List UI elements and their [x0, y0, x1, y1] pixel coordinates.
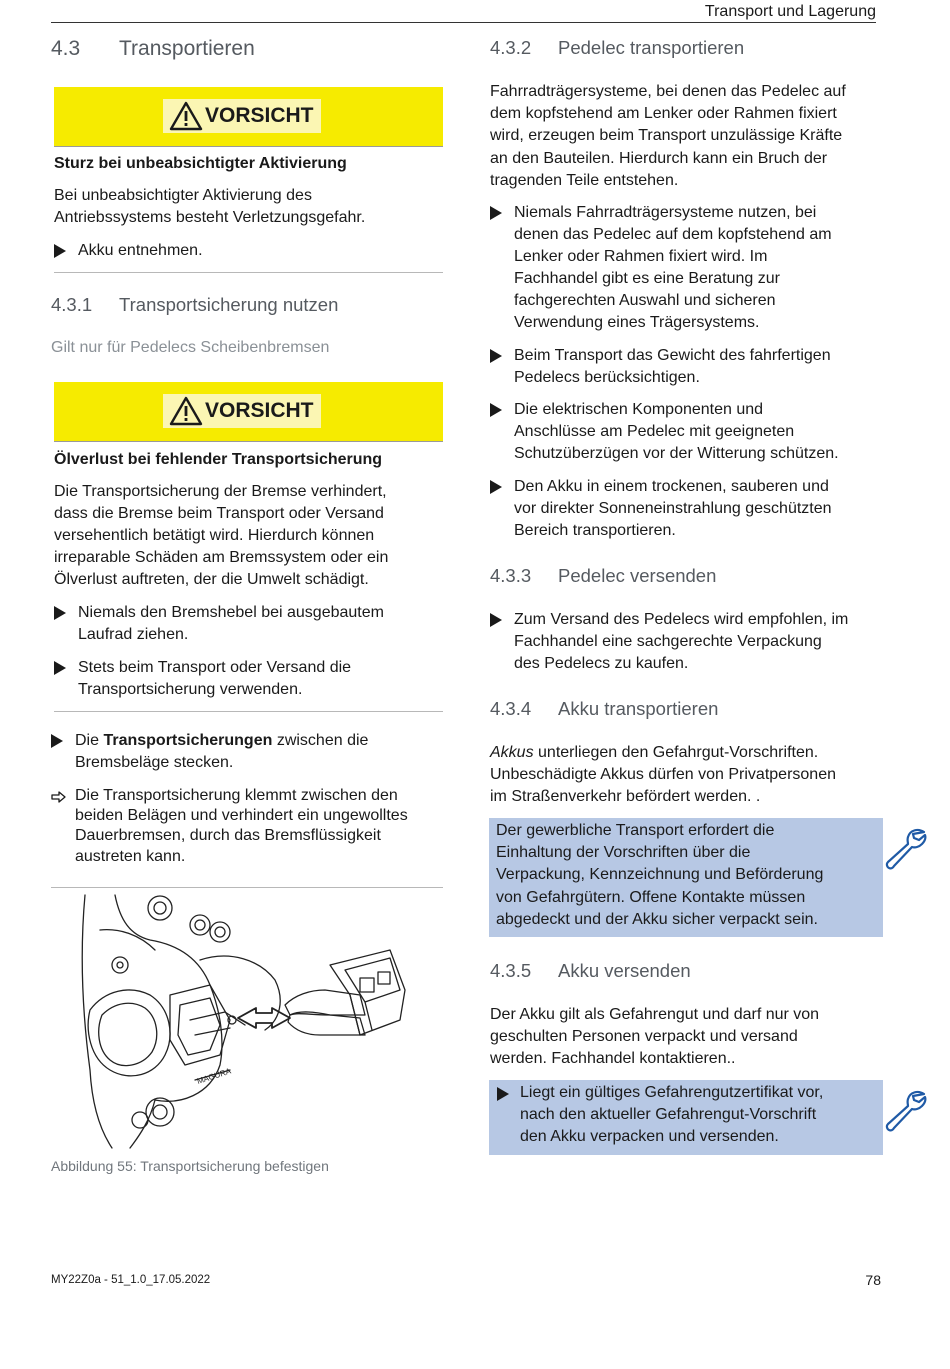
action-text: Stets beim Transport oder Versand die	[78, 659, 352, 676]
document-id: MY22Z0a - 51_1.0_17.05.2022	[51, 1274, 211, 1286]
figure-caption: Abbildung 55: Transportsicherung befestigen	[51, 1158, 329, 1174]
action-arrow-icon	[54, 606, 66, 620]
action-arrow-icon	[497, 1087, 509, 1101]
action-item	[490, 202, 910, 336]
warning-text-line: versehentlich betätigt wird. Hierdurch können	[54, 527, 375, 544]
action-item	[54, 657, 443, 701]
info-line: Verpackung, Kennzeichnung und Beförderung	[496, 866, 824, 884]
wrench-icon	[884, 826, 928, 870]
warning-label: VORSICHT	[205, 399, 314, 422]
action-item	[490, 345, 910, 389]
paragraph-line: tragenden Teile entstehen.	[490, 171, 679, 189]
action-text: Fachhandel eine sachgerechte Verpackung	[514, 633, 822, 650]
info-line: nach den aktueller Gefahrengut-Vorschrift	[520, 1106, 817, 1124]
instruction-step	[51, 730, 443, 774]
action-text: Lenker oder Rahmen fixiert wird. Im	[514, 248, 768, 265]
divider	[54, 711, 443, 712]
action-text: des Pedelecs zu kaufen.	[514, 655, 689, 672]
section-title: Transportieren	[119, 37, 255, 60]
warning-badge	[163, 394, 321, 428]
warning-text-line: irreparable Schäden am Bremssystem oder ein	[54, 549, 389, 566]
paragraph-line: werden. Fachhandel kontaktieren..	[490, 1050, 736, 1068]
warning-text-line: Die Transportsicherung der Bremse verhindert,	[54, 483, 387, 500]
action-arrow-icon	[54, 661, 66, 675]
warning-text-line: Bei unbeabsichtigter Aktivierung des	[54, 187, 312, 204]
action-arrow-icon	[490, 613, 502, 627]
action-text: Beim Transport das Gewicht des fahrfertigen	[514, 347, 831, 364]
subsection-number: 4.3.1	[51, 294, 93, 315]
step-text: Die Transportsicherungen zwischen die	[75, 732, 369, 749]
action-text: Pedelecs berücksichtigen.	[514, 369, 700, 386]
akku-paragraph: Akkus unterliegen den Gefahrgut-Vorschriften. Unbeschädigte Akkus dürfen von Privatpersonen im Straßenverkehr befördert werden. .	[490, 742, 910, 809]
action-text: Schutzüberzügen vor der Witterung schützen.	[514, 445, 839, 462]
action-text: Bereich transportieren.	[514, 522, 676, 539]
warning-heading: Ölverlust bei fehlender Transportsicherung	[54, 451, 383, 468]
action-text: Verwendung eines Trägersystems.	[514, 314, 760, 331]
subsection-heading	[490, 698, 718, 720]
subsection-title: Pedelec transportieren	[558, 37, 745, 58]
action-item	[490, 476, 910, 542]
subsection-title: Transportsicherung nutzen	[119, 294, 339, 315]
info-line: Der gewerbliche Transport erfordert die	[496, 822, 775, 839]
step-arrow-icon	[51, 734, 63, 748]
action-item	[54, 602, 443, 646]
action-text: Niemals Fahrradträgersysteme nutzen, bei	[514, 204, 817, 221]
subsection-heading	[490, 960, 691, 982]
warning-banner	[54, 87, 443, 147]
result-arrow-icon	[51, 791, 67, 803]
divider	[54, 272, 443, 273]
info-line: von Gefahrgütern. Offene Kontakte müssen	[496, 888, 806, 906]
warning-triangle-icon	[169, 101, 203, 131]
paragraph-line: Unbeschädigte Akkus dürfen von Privatpersonen	[490, 766, 836, 784]
action-item	[490, 399, 910, 465]
info-line: den Akku verpacken und versenden.	[520, 1128, 779, 1146]
action-arrow-icon	[54, 244, 66, 258]
info-line: Liegt ein gültiges Gefahrengutzertifikat vor,	[520, 1084, 824, 1101]
info-box	[489, 818, 883, 937]
subsection-heading	[51, 294, 338, 316]
info-box	[489, 1080, 883, 1155]
result-item	[51, 785, 443, 873]
action-arrow-icon	[490, 403, 502, 417]
result-text: Die Transportsicherung klemmt zwischen den	[75, 787, 398, 804]
info-line: Einhaltung der Vorschriften über die	[496, 844, 751, 862]
action-text: Zum Versand des Pedelecs wird empfohlen, im	[514, 611, 849, 628]
subsection-number: 4.3.5	[490, 960, 532, 981]
warning-text-line: dass die Bremse beim Transport oder Versand	[54, 505, 384, 522]
subsection-title: Akku versenden	[558, 960, 691, 981]
action-arrow-icon	[490, 480, 502, 494]
subsection-title: Akku transportieren	[558, 698, 719, 719]
warning-banner	[54, 382, 443, 442]
wrench-icon	[884, 1088, 928, 1132]
warning-text-line: Antriebssystems besteht Verletzungsgefahr.	[54, 209, 366, 226]
warning-label: VORSICHT	[205, 104, 314, 127]
action-item	[54, 240, 434, 262]
page-number: 78	[865, 1272, 881, 1288]
paragraph-line: Der Akku gilt als Gefahrengut und darf nur von	[490, 1006, 820, 1023]
subsection-heading	[490, 565, 716, 587]
subsection-number: 4.3.4	[490, 698, 532, 719]
warning-text-line: Ölverlust auftreten, der die Umwelt schädigt.	[54, 571, 369, 588]
action-text: Den Akku in einem trockenen, sauberen und	[514, 478, 829, 495]
send-paragraph	[490, 1004, 910, 1071]
section-number: 4.3	[51, 37, 81, 60]
subsection-title: Pedelec versenden	[558, 565, 717, 586]
action-text: vor direkter Sonneneinstrahlung geschützten	[514, 500, 832, 517]
action-text: Fachhandel gibt es eine Beratung zur	[514, 270, 780, 287]
action-text: Anschlüsse am Pedelec mit geeigneten	[514, 423, 795, 440]
subsection-number: 4.3.2	[490, 37, 532, 58]
header-rule	[51, 22, 876, 23]
action-text: Akku entnehmen.	[78, 242, 203, 259]
brake-caliper-illustration	[60, 890, 450, 1152]
paragraph-line: wird, erzeugen beim Transport unzulässige Kräfte	[490, 127, 843, 145]
action-text: Laufrad ziehen.	[78, 626, 189, 643]
paragraph-line: Fahrradträgersysteme, bei denen das Pedelec auf	[490, 83, 846, 100]
running-header: Transport und Lagerung	[704, 3, 876, 20]
action-arrow-icon	[490, 206, 502, 220]
figure-stamp-text: MAGURA	[195, 1066, 233, 1086]
result-text: beiden Belägen und verhindert ein ungewolltes	[75, 807, 408, 824]
warning-heading: Sturz bei unbeabsichtigter Aktivierung	[54, 155, 347, 172]
action-arrow-icon	[490, 349, 502, 363]
paragraph-line: dem kopfstehend am Lenker oder Rahmen fixiert	[490, 105, 837, 123]
akku-term: Akkus	[490, 744, 534, 761]
action-text: denen das Pedelec auf dem kopfstehend am	[514, 226, 832, 243]
result-text: Dauerbremsen, durch das Bremsflüssigkeit	[75, 827, 381, 844]
subsection-number: 4.3.3	[490, 565, 532, 586]
section-heading	[51, 37, 255, 61]
action-text: Transportsicherung verwenden.	[78, 681, 303, 698]
subsection-heading	[490, 37, 744, 59]
paragraph-line: im Straßenverkehr befördert werden. .	[490, 788, 761, 806]
intro-paragraph	[490, 81, 910, 192]
warning-badge	[163, 99, 321, 133]
action-item	[490, 609, 910, 675]
info-line: abgedeckt und der Akku sicher verpackt sein.	[496, 910, 818, 928]
result-text: austreten kann.	[75, 848, 186, 865]
paragraph-line: geschulten Personen verpackt und versand	[490, 1028, 798, 1046]
applicability-note: Gilt nur für Pedelecs Scheibenbremsen	[51, 339, 330, 356]
step-text: Bremsbeläge stecken.	[75, 754, 234, 771]
action-text: Niemals den Bremshebel bei ausgebautem	[78, 604, 384, 621]
action-text: Die elektrischen Komponenten und	[514, 401, 764, 418]
action-text: fachgerechten Auswahl und sicheren	[514, 292, 776, 309]
warning-triangle-icon	[169, 396, 203, 426]
paragraph-line: an den Bauteilen. Hierdurch kann ein Bruch der	[490, 149, 828, 167]
divider	[51, 887, 443, 888]
